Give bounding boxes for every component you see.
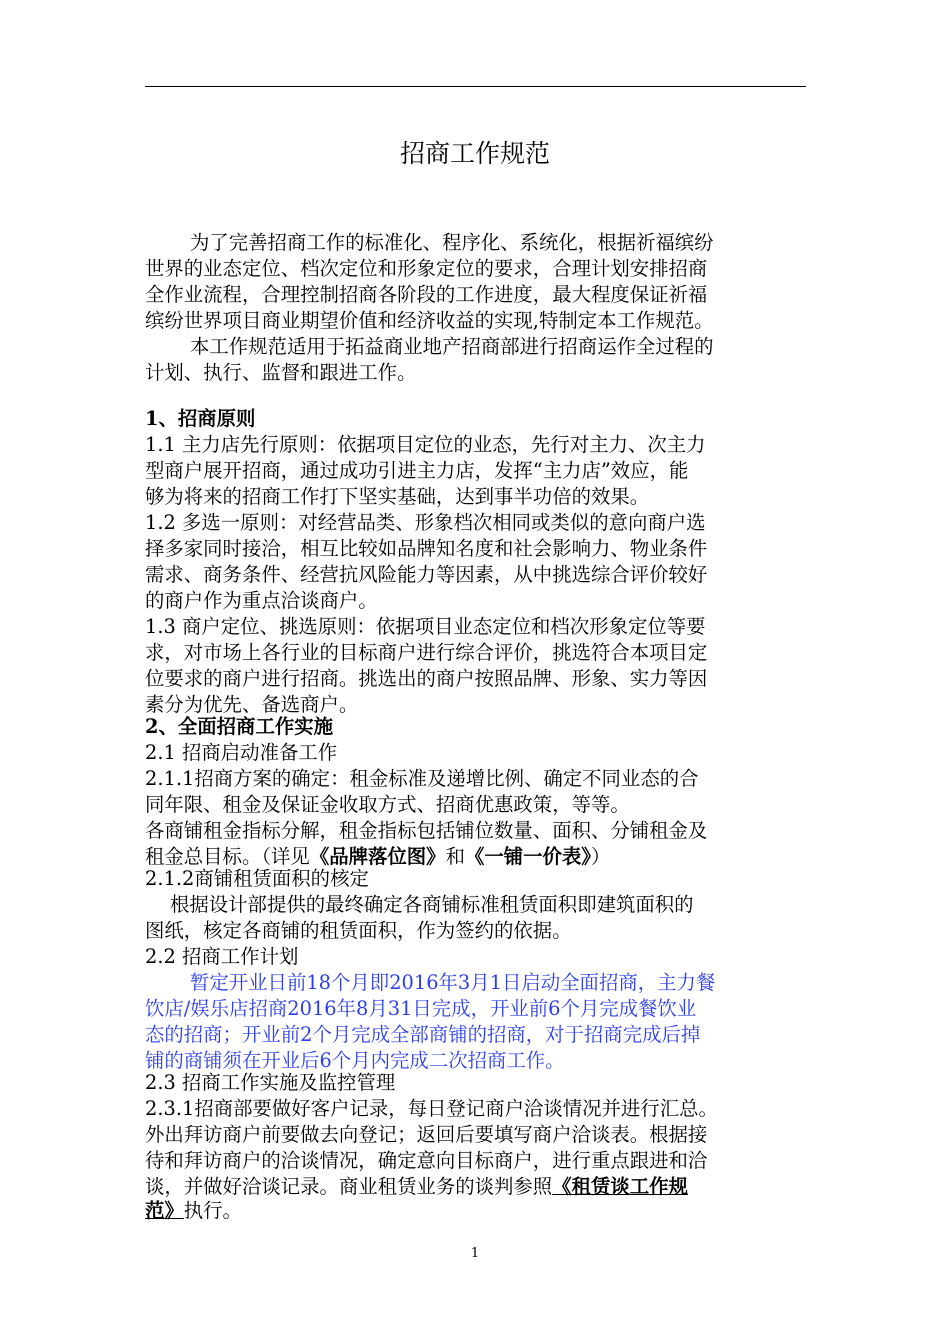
text-line xyxy=(190,334,714,360)
text-line xyxy=(145,740,337,766)
page-number: 1 xyxy=(470,1246,480,1261)
text-line xyxy=(145,792,630,818)
text-segment: 位要求的商户进行招商。挑选出的商户按照品牌、形象、实力等因 xyxy=(145,667,708,690)
text-segment: 素分为优先、备选商户。 xyxy=(145,693,359,716)
text-line xyxy=(145,1148,707,1174)
text-segment: 2.2 招商工作计划 xyxy=(145,945,299,968)
text-line xyxy=(145,1198,242,1224)
text-segment: 《一铺一价表》 xyxy=(464,845,591,868)
text-line xyxy=(145,614,706,640)
text-segment: 世界的业态定位、档次定位和形象定位的要求，合理计划安排招商 xyxy=(145,257,708,280)
text-line xyxy=(170,892,694,918)
text-segment: 1.1 主力店先行原则：依据项目定位的业态，先行对主力、次主力 xyxy=(145,433,706,456)
text-line xyxy=(145,1022,700,1048)
text-line xyxy=(145,866,369,892)
text-segment: 态的招商；开业前2个月完成全部商铺的招商，对于招商完成后掉 xyxy=(145,1023,701,1046)
text-segment: 饮店/娱乐店招商2016年8月31日完成，开业前6个月完成餐饮业 xyxy=(145,997,697,1020)
text-line xyxy=(145,588,378,614)
text-segment: 图纸，核定各商铺的租赁面积，作为签约的依据。 xyxy=(145,919,572,942)
text-segment: 2.1 招商启动准备工作 xyxy=(145,741,338,764)
text-line xyxy=(145,282,707,308)
text-line xyxy=(145,918,572,944)
text-line xyxy=(145,766,699,792)
text-line xyxy=(145,944,298,970)
text-segment: 全作业流程，合理控制招商各阶段的工作进度，最大程度保证祈福 xyxy=(145,283,708,306)
text-line xyxy=(145,640,707,666)
text-segment: 范》 xyxy=(145,1199,184,1222)
text-segment: 执行。 xyxy=(183,1199,242,1222)
text-segment: 计划、执行、监督和跟进工作。 xyxy=(145,361,417,384)
text-segment: ） xyxy=(591,845,611,868)
text-segment: 同年限、租金及保证金收取方式、招商优惠政策，等等。 xyxy=(145,793,630,816)
text-segment: 1、招商原则 xyxy=(145,407,256,430)
text-segment: 铺的商铺须在开业后6个月内完成二次招商工作。 xyxy=(145,1049,565,1072)
text-line xyxy=(145,666,707,692)
text-segment: 择多家同时接洽，相互比较如品牌知名度和社会影响力、物业条件 xyxy=(145,537,708,560)
text-segment: 为了完善招商工作的标准化、程序化、系统化，根据祈福缤纷 xyxy=(190,231,714,254)
text-line xyxy=(145,1174,688,1200)
text-line xyxy=(145,562,707,588)
text-segment: 各商铺租金指标分解，租金指标包括铺位数量、面积、分铺租金及 xyxy=(145,819,708,842)
text-segment: 本工作规范适用于拓益商业地产招商部进行招商运作全过程的 xyxy=(190,335,714,358)
text-line xyxy=(190,970,715,996)
text-segment: 的商户作为重点洽谈商户。 xyxy=(145,589,378,612)
text-line xyxy=(145,484,649,510)
text-segment: 够为将来的招商工作打下坚实基础，达到事半功倍的效果。 xyxy=(145,485,650,508)
text-line xyxy=(145,360,416,386)
text-line xyxy=(145,458,688,484)
text-segment: 2.1.1招商方案的确定：租金标准及递增比例、确定不同业态的合 xyxy=(145,767,699,790)
text-segment: 外出拜访商户前要做去向登记；返回后要填写商户洽谈表。根据接 xyxy=(145,1123,708,1146)
text-line xyxy=(145,308,714,334)
text-line xyxy=(145,1070,395,1096)
text-line xyxy=(145,1096,718,1122)
text-line xyxy=(145,256,707,282)
text-line xyxy=(145,406,255,432)
text-line xyxy=(190,230,714,256)
text-segment: 和 xyxy=(445,845,465,868)
text-segment: 租金总目标。（详见 xyxy=(145,845,310,868)
text-segment: 求，对市场上各行业的目标商户进行综合评价，挑选符合本项目定 xyxy=(145,641,708,664)
text-segment: 1.3 商户定位、挑选原则：依据项目业态定位和档次形象定位等要 xyxy=(145,615,706,638)
text-line xyxy=(145,818,707,844)
text-segment: 2、全面招商工作实施 xyxy=(145,715,334,738)
document-title: 招商工作规范 xyxy=(399,139,550,168)
text-segment: 2.1.2商铺租赁面积的核定 xyxy=(145,867,369,890)
text-segment: 根据设计部提供的最终确定各商铺标准租赁面积即建筑面积的 xyxy=(170,893,694,916)
text-segment: 需求、商务条件、经营抗风险能力等因素，从中挑选综合评价较好 xyxy=(145,563,708,586)
header-rule xyxy=(145,86,806,87)
text-segment: 待和拜访商户的洽谈情况，确定意向目标商户，进行重点跟进和洽 xyxy=(145,1149,708,1172)
text-segment: 2.3 招商工作实施及监控管理 xyxy=(145,1071,396,1094)
text-segment: 谈，并做好洽谈记录。商业租赁业务的谈判参照 xyxy=(145,1175,553,1198)
text-segment: 1.2 多选一原则：对经营品类、形象档次相同或类似的意向商户选 xyxy=(145,511,706,534)
text-line xyxy=(145,714,333,740)
text-segment: 《品牌落位图》 xyxy=(309,845,446,868)
text-segment: 《租赁谈工作规 xyxy=(552,1175,688,1198)
text-segment: 缤纷世界项目商业期望价值和经济收益的实现,特制定本工作规范。 xyxy=(145,309,714,332)
text-segment: 暂定开业日前18个月即2016年3月1日启动全面招商，主力餐 xyxy=(190,971,716,994)
text-line xyxy=(145,432,706,458)
text-segment: 型商户展开招商，通过成功引进主力店，发挥“主力店”效应，能 xyxy=(145,459,689,482)
text-line xyxy=(145,536,707,562)
text-line xyxy=(145,1122,707,1148)
text-line xyxy=(145,510,706,536)
text-line xyxy=(145,996,696,1022)
text-segment: 2.3.1招商部要做好客户记录，每日登记商户洽谈情况并进行汇总。 xyxy=(145,1097,718,1120)
